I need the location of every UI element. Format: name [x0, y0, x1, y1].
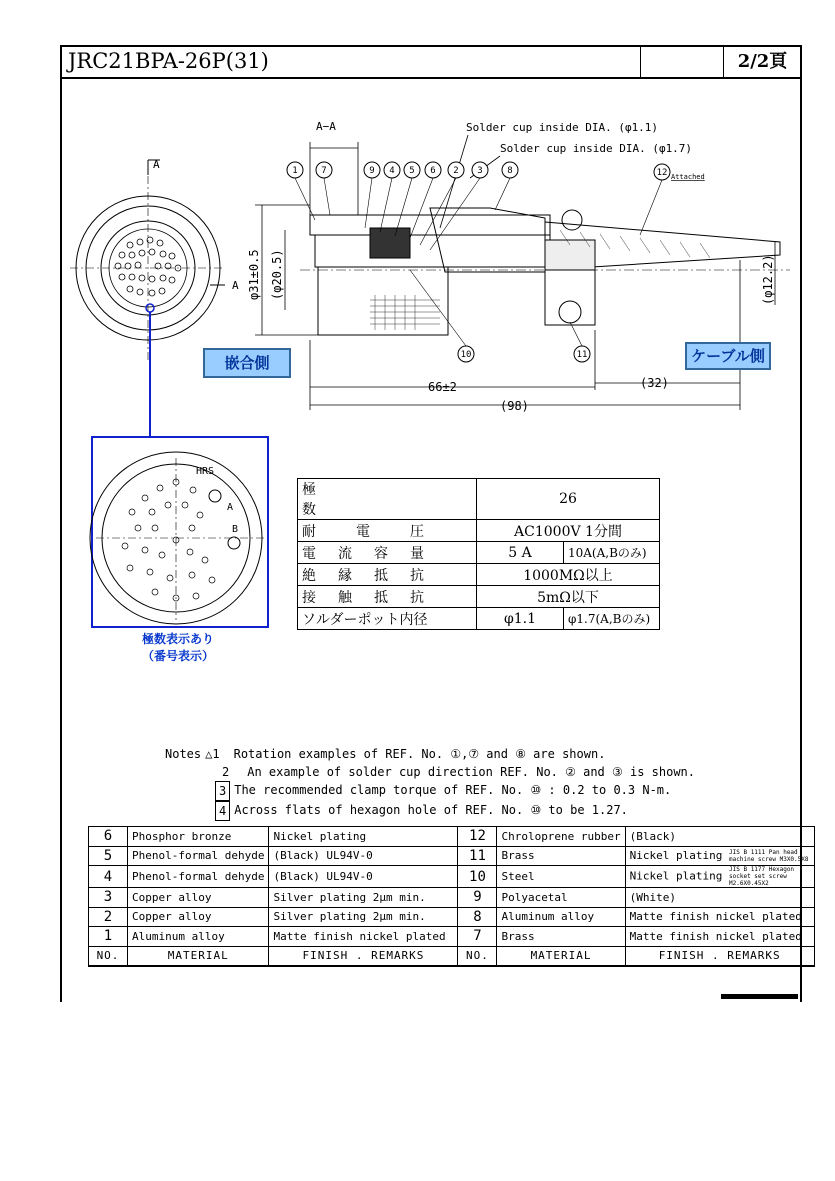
cable-side-label: ケーブル側 [685, 342, 771, 370]
part-material: Chroloprene rubber [497, 827, 625, 847]
part-no: 3 [89, 888, 128, 908]
spec-row-poles [298, 479, 660, 520]
part-no: 10 [458, 866, 497, 888]
dim-length: 66±2 [428, 380, 457, 394]
spec-extra: φ1.7(A,Bのみ) [564, 608, 660, 630]
spec-value: 26 [477, 479, 660, 520]
detail-label-a: A [227, 502, 234, 513]
callout-12: 12 [656, 168, 668, 178]
section-label: A−A [316, 120, 336, 133]
page-number: 2/2頁 [723, 47, 801, 77]
part-material: Aluminum alloy [128, 927, 269, 947]
part-material: Phosphor bronze [128, 827, 269, 847]
note-mark-3: 3 [215, 781, 230, 801]
note-text-1: Rotation examples of REF. No. ①,⑦ and ⑧ are shown. [233, 747, 606, 761]
spec-key: 極数 [298, 479, 477, 520]
section-marker-top: A [153, 158, 160, 171]
spec-key: 接触抵抗 [298, 586, 477, 608]
notes [165, 745, 695, 821]
part-finish: (Black) UL94V-0 [269, 866, 458, 888]
part-material: Polyacetal [497, 888, 625, 908]
callout-balloons [287, 162, 670, 362]
mating-side-label: 嵌合側 [203, 348, 291, 378]
header-finish: FINISH . REMARKS [269, 946, 458, 966]
callout-8: 8 [507, 166, 513, 176]
parts-row [89, 846, 815, 866]
part-finish: (White) [625, 888, 814, 908]
frame-bottom-bar [721, 994, 798, 999]
part-no: 5 [89, 846, 128, 866]
spec-table [297, 478, 660, 630]
spec-value: 5 A [477, 542, 564, 564]
part-no: 6 [89, 827, 128, 847]
part-no: 11 [458, 846, 497, 866]
note-mark-1: △1 [205, 747, 220, 761]
header-finish: FINISH . REMARKS [625, 946, 814, 966]
parts-row [89, 827, 815, 847]
detail-leader [146, 304, 154, 437]
part-finish: Nickel plating JIS B 1177 Hexagon socket set screw M2.6X0.45X2 [625, 866, 814, 888]
callout-10: 10 [460, 350, 472, 360]
spec-value: 5mΩ以下 [477, 586, 660, 608]
spec-row-insulation [298, 564, 660, 586]
part-material: Steel [497, 866, 625, 888]
part-material: Brass [497, 846, 625, 866]
callout-6: 6 [430, 166, 436, 176]
section-view [300, 208, 790, 335]
part-finish: Matte finish nickel plated [625, 927, 814, 947]
spec-value: φ1.1 [477, 608, 564, 630]
parts-row [89, 927, 815, 947]
attached-label: Attached [671, 173, 705, 181]
drawing-title: JRC21BPA-26P(31) [68, 49, 269, 73]
callout-9: 9 [369, 166, 375, 176]
part-finish: Silver plating 2μm min. [269, 888, 458, 908]
detail-brand: HRS [196, 466, 215, 477]
callout-3: 3 [477, 166, 483, 176]
parts-row [89, 888, 815, 908]
part-material: Phenol-formal dehyde [128, 866, 269, 888]
part-finish: Matte finish nickel plated [269, 927, 458, 947]
callout-5: 5 [409, 166, 415, 176]
solder-cup-note-1: Solder cup inside DIA. (φ1.1) [466, 121, 659, 134]
part-material: Phenol-formal dehyde [128, 846, 269, 866]
note-mark-4: 4 [215, 801, 230, 821]
part-material: Copper alloy [128, 888, 269, 908]
spec-row-voltage [298, 520, 660, 542]
parts-row [89, 907, 815, 927]
header-no: NO. [89, 946, 128, 966]
spec-key: 耐電圧 [298, 520, 477, 542]
notes-label: Notes [165, 747, 202, 761]
part-material: Copper alloy [128, 907, 269, 927]
spec-row-solder [298, 608, 660, 630]
part-material: Aluminum alloy [497, 907, 625, 927]
part-finish: (Black) UL94V-0 [269, 846, 458, 866]
part-material: Brass [497, 927, 625, 947]
note-text-2: An example of solder cup direction REF. No. ② and ③ is shown. [247, 765, 696, 779]
solder-cup-note-2: Solder cup inside DIA. (φ1.7) [500, 142, 693, 155]
dim-inner: (φ20.5) [270, 249, 284, 300]
header-material: MATERIAL [497, 946, 625, 966]
part-no: 9 [458, 888, 497, 908]
spec-row-current [298, 542, 660, 564]
parts-header-row [89, 946, 815, 966]
spec-key: 絶縁抵抗 [298, 564, 477, 586]
callout-4: 4 [389, 166, 395, 176]
detail-note-line2: （番号表示） [141, 649, 214, 663]
callout-leaders [295, 178, 662, 346]
note-text-4: Across flats of hexagon hole of REF. No. ⑩ to be 1.27. [234, 803, 628, 817]
detail-label-b: B [232, 524, 239, 535]
spec-row-contact [298, 586, 660, 608]
part-no: 7 [458, 927, 497, 947]
part-finish: Nickel plating [269, 827, 458, 847]
section-marker-right: A [232, 279, 239, 292]
callout-11: 11 [576, 350, 588, 360]
part-finish: Silver plating 2μm min. [269, 907, 458, 927]
spec-extra: 10A(A,Bのみ) [564, 542, 660, 564]
header-material: MATERIAL [128, 946, 269, 966]
parts-table [88, 826, 815, 967]
note-text-3: The recommended clamp torque of REF. No. ⑩ : 0.2 to 0.3 N-m. [234, 783, 672, 797]
vertical-dims [255, 205, 775, 410]
part-no: 12 [458, 827, 497, 847]
dim-total: (98) [500, 399, 529, 413]
detail-note-line1: 極数表示あり [141, 632, 214, 646]
part-no: 8 [458, 907, 497, 927]
part-finish: Nickel plating JIS B 1111 Pan head machine screw M3X0.5X8 [625, 846, 814, 866]
callout-2: 2 [453, 166, 459, 176]
part-no: 1 [89, 927, 128, 947]
spec-value: AC1000V 1分間 [477, 520, 660, 542]
dim-outer: φ31±0.5 [247, 249, 261, 300]
part-finish: Matte finish nickel plated [625, 907, 814, 927]
spec-key: 電流容量 [298, 542, 477, 564]
spec-key: ソルダーポット内径 [298, 608, 477, 630]
part-no: 4 [89, 866, 128, 888]
parts-row [89, 866, 815, 888]
header-no: NO. [458, 946, 497, 966]
callout-1: 1 [292, 166, 298, 176]
detail-view [90, 437, 268, 627]
section-dims [310, 135, 500, 228]
spec-value: 1000MΩ以上 [477, 564, 660, 586]
part-no: 2 [89, 907, 128, 927]
detail-note [118, 630, 238, 664]
dim-cable: (φ12.2) [761, 254, 775, 305]
callout-7: 7 [321, 166, 327, 176]
note-mark-2: 2 [222, 765, 230, 779]
dim-cable-length: (32) [640, 376, 669, 390]
front-view [70, 160, 225, 360]
part-finish: (Black) [625, 827, 814, 847]
